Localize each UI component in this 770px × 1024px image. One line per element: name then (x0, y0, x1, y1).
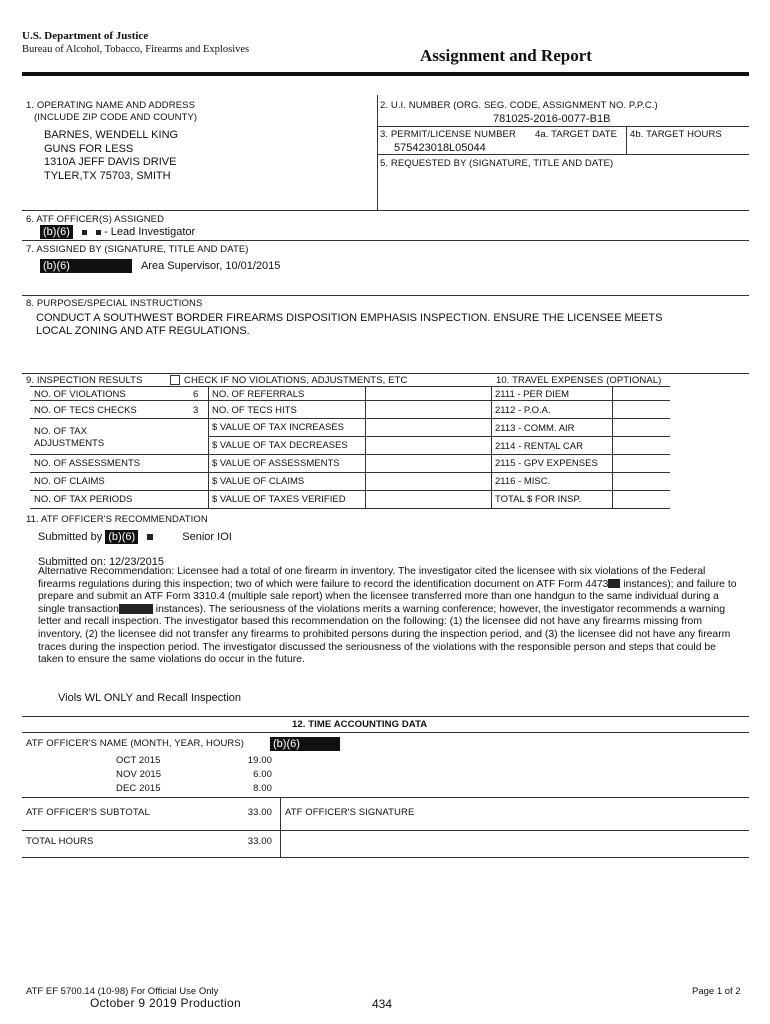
redaction-box: (b)(6) (40, 259, 132, 273)
time-month: OCT 2015 (116, 755, 161, 766)
table-rule (365, 386, 366, 508)
time-hours: 8.00 (253, 783, 272, 794)
recommendation-part: instances). The seriousness of the violations merits a warning conference; however, the investigator recommends a warning letter and recall inspection. The investigator based this recommendation on the following: (1) the licensee did not have any firearms missing from inventory, (2) the licensee did not transfer any firearms to prohibited persons during the inspection period, and (3) the licensee did not have any firearm traces during the inspection period. The investigator discussed the seriousness of the violations with the responsible person and steps that could be taken to ensure the same violations do occur in the future. (38, 603, 731, 666)
total-hours-label: TOTAL HOURS (26, 836, 94, 847)
table-rule (612, 386, 613, 508)
table-cell: NO. OF TAX ADJUSTMENTS (34, 426, 105, 449)
table-cell: $ VALUE OF TAXES VERIFIED (212, 494, 346, 505)
divider (280, 830, 281, 857)
section11-label: 11. ATF OFFICER'S RECOMMENDATION (26, 514, 208, 525)
officer-name-redaction (270, 734, 340, 752)
officer-role: - Lead Investigator (104, 226, 196, 238)
divider (377, 95, 378, 210)
redaction-box: (b)(6) (105, 530, 138, 544)
recommendation-part: Alternative Recommendation: Licensee had a total of one firearm in inventory. The investigator cited the licensee with six violations of the Federal firearms regulations during this inspection; two of which were failure to record the identification document on ATF Form 4473 (38, 566, 706, 590)
header-rule (22, 72, 749, 76)
divider (280, 797, 281, 830)
section7-label: 7. ASSIGNED BY (SIGNATURE, TITLE AND DATE) (26, 244, 249, 255)
time-month: DEC 2015 (116, 783, 161, 794)
table-cell: TOTAL $ FOR INSP. (495, 494, 582, 505)
divider (22, 210, 749, 211)
section8-label: 8. PURPOSE/SPECIAL INSTRUCTIONS (26, 298, 203, 309)
redaction-mark (82, 230, 87, 235)
divider (22, 295, 749, 296)
signature-label: ATF OFFICER'S SIGNATURE (285, 807, 415, 818)
table-cell: 6 (193, 389, 199, 400)
table-rule (208, 436, 670, 437)
table-cell: NO. OF CLAIMS (34, 476, 105, 487)
divider (22, 857, 749, 858)
time-month: NOV 2015 (116, 769, 162, 780)
assigned-officer (40, 225, 195, 239)
table-rule (208, 386, 209, 508)
table-cell: NO. OF TECS HITS (212, 405, 297, 416)
divider (22, 797, 749, 798)
department-name: U.S. Department of Justice (22, 30, 149, 42)
redaction-box: (b)(6) (270, 737, 340, 751)
page-indicator: Page 1 of 2 (692, 986, 741, 997)
operating-address (44, 129, 178, 183)
section1-label: 1. OPERATING NAME AND ADDRESS (26, 100, 196, 111)
table-rule (30, 490, 670, 491)
section12-label: 12. TIME ACCOUNTING DATA (292, 719, 428, 730)
table-cell: NO. OF TECS CHECKS (34, 405, 137, 416)
table-cell: $ VALUE OF CLAIMS (212, 476, 305, 487)
address-line: 1310A JEFF DAVIS DRIVE (44, 156, 177, 168)
table-cell: 2113 - COMM. AIR (495, 423, 575, 434)
section10-label: 10. TRAVEL EXPENSES (OPTIONAL) (496, 375, 662, 386)
table-rule (30, 508, 670, 509)
subtotal-label: ATF OFFICER'S SUBTOTAL (26, 807, 150, 818)
table-cell: 2114 - RENTAL CAR (495, 441, 583, 452)
subtotal-value: 33.00 (247, 807, 272, 818)
redaction-mark (608, 579, 620, 588)
table-cell: 2111 - PER DIEM (495, 389, 570, 400)
table-rule (30, 400, 670, 401)
divider (22, 830, 749, 831)
table-cell: NO. OF ASSESSMENTS (34, 458, 141, 469)
redaction-mark (119, 604, 153, 614)
section5-label: 5. REQUESTED BY (SIGNATURE, TITLE AND DATE) (380, 158, 614, 169)
submitted-on-date: 12/23/2015 (108, 556, 164, 568)
address-line: TYLER,TX 75703, SMITH (44, 169, 171, 182)
redaction-mark (147, 534, 153, 540)
divider (377, 126, 749, 127)
assigned-by-value: Area Supervisor, 10/01/2015 (140, 260, 281, 272)
table-cell: NO. OF VIOLATIONS (34, 389, 126, 400)
target-hours-label: 4b. TARGET HOURS (630, 129, 722, 140)
section6-label: 6. ATF OFFICER(S) ASSIGNED (26, 214, 165, 225)
address-line: GUNS FOR LESS (44, 142, 134, 155)
officer-name-label: ATF OFFICER'S NAME (MONTH, YEAR, HOURS) (26, 738, 245, 749)
table-cell: $ VALUE OF ASSESSMENTS (212, 458, 340, 469)
section3-label: 3. PERMIT/LICENSE NUMBER (380, 129, 516, 140)
section1-sublabel: (INCLUDE ZIP CODE AND COUNTY) (34, 112, 198, 123)
submitted-by-title: Senior IOI (182, 531, 232, 543)
permit-number: 575423018L05044 (394, 142, 486, 154)
time-hours: 19.00 (247, 755, 272, 766)
time-hours: 6.00 (253, 769, 272, 780)
table-cell: NO. OF REFERRALS (212, 389, 305, 400)
special-instructions: CONDUCT A SOUTHWEST BORDER FIREARMS DISPOSITION EMPHASIS INSPECTION. ENSURE THE LICENSEE MEETS LOCAL ZONING AND ATF REGULATIONS. (36, 312, 663, 337)
assigned-by (40, 259, 280, 273)
table-cell: 2116 - MISC. (495, 476, 551, 487)
divider (22, 373, 749, 374)
ui-number: 781025-2016-0077-B1B (493, 113, 611, 125)
table-rule (30, 418, 670, 419)
form-title: Assignment and Report (420, 46, 592, 65)
table-rule (30, 472, 670, 473)
table-cell: NO. OF TAX PERIODS (34, 494, 133, 505)
table-cell: $ VALUE OF TAX DECREASES (212, 440, 348, 451)
submitted-by (38, 530, 232, 544)
submitted-by-label: Submitted by (38, 531, 103, 543)
divider (626, 126, 627, 154)
recommendation-text (38, 566, 743, 667)
recommendation-part: instances); and failure to prepare and submit an ATF Form 3310.4 (multiple sale report) when the licensee transferred more than one handgun to the same individual during a single transaction (38, 578, 737, 615)
final-recommendation: Viols WL ONLY and Recall Inspection (58, 692, 242, 704)
no-violations-check-label: CHECK IF NO VIOLATIONS, ADJUSTMENTS, ETC (184, 375, 408, 386)
total-hours-value: 33.00 (247, 836, 272, 847)
redaction-mark (96, 230, 101, 235)
table-rule (30, 386, 670, 387)
table-cell: 3 (193, 405, 199, 416)
table-cell: 2112 - P.O.A. (495, 405, 551, 416)
no-violations-checkbox[interactable] (170, 375, 180, 385)
section2-label: 2. U.I. NUMBER (ORG. SEG. CODE, ASSIGNMENT NO. P.P.C.) (380, 100, 658, 111)
no-violations-check (170, 375, 407, 386)
table-rule (491, 386, 492, 508)
table-cell: $ VALUE OF TAX INCREASES (212, 422, 344, 433)
redaction-box: (b)(6) (40, 225, 73, 239)
divider (22, 716, 749, 717)
divider (22, 732, 749, 733)
submitted-on-label: Submitted on: (38, 556, 106, 568)
bureau-name: Bureau of Alcohol, Tobacco, Firearms and Explosives (22, 44, 250, 55)
address-line: BARNES, WENDELL KING (44, 129, 179, 141)
divider (22, 240, 749, 241)
table-cell: 2115 - GPV EXPENSES (495, 458, 598, 469)
table-rule (30, 454, 670, 455)
page-number-stamp: 434 (372, 997, 393, 1011)
divider (377, 154, 749, 155)
form-number: ATF EF 5700.14 (10-98) For Official Use Only (26, 986, 219, 997)
production-stamp: October 9 2019 Production (90, 996, 241, 1010)
target-date-label: 4a. TARGET DATE (535, 129, 618, 140)
section9-label: 9. INSPECTION RESULTS (26, 375, 143, 386)
